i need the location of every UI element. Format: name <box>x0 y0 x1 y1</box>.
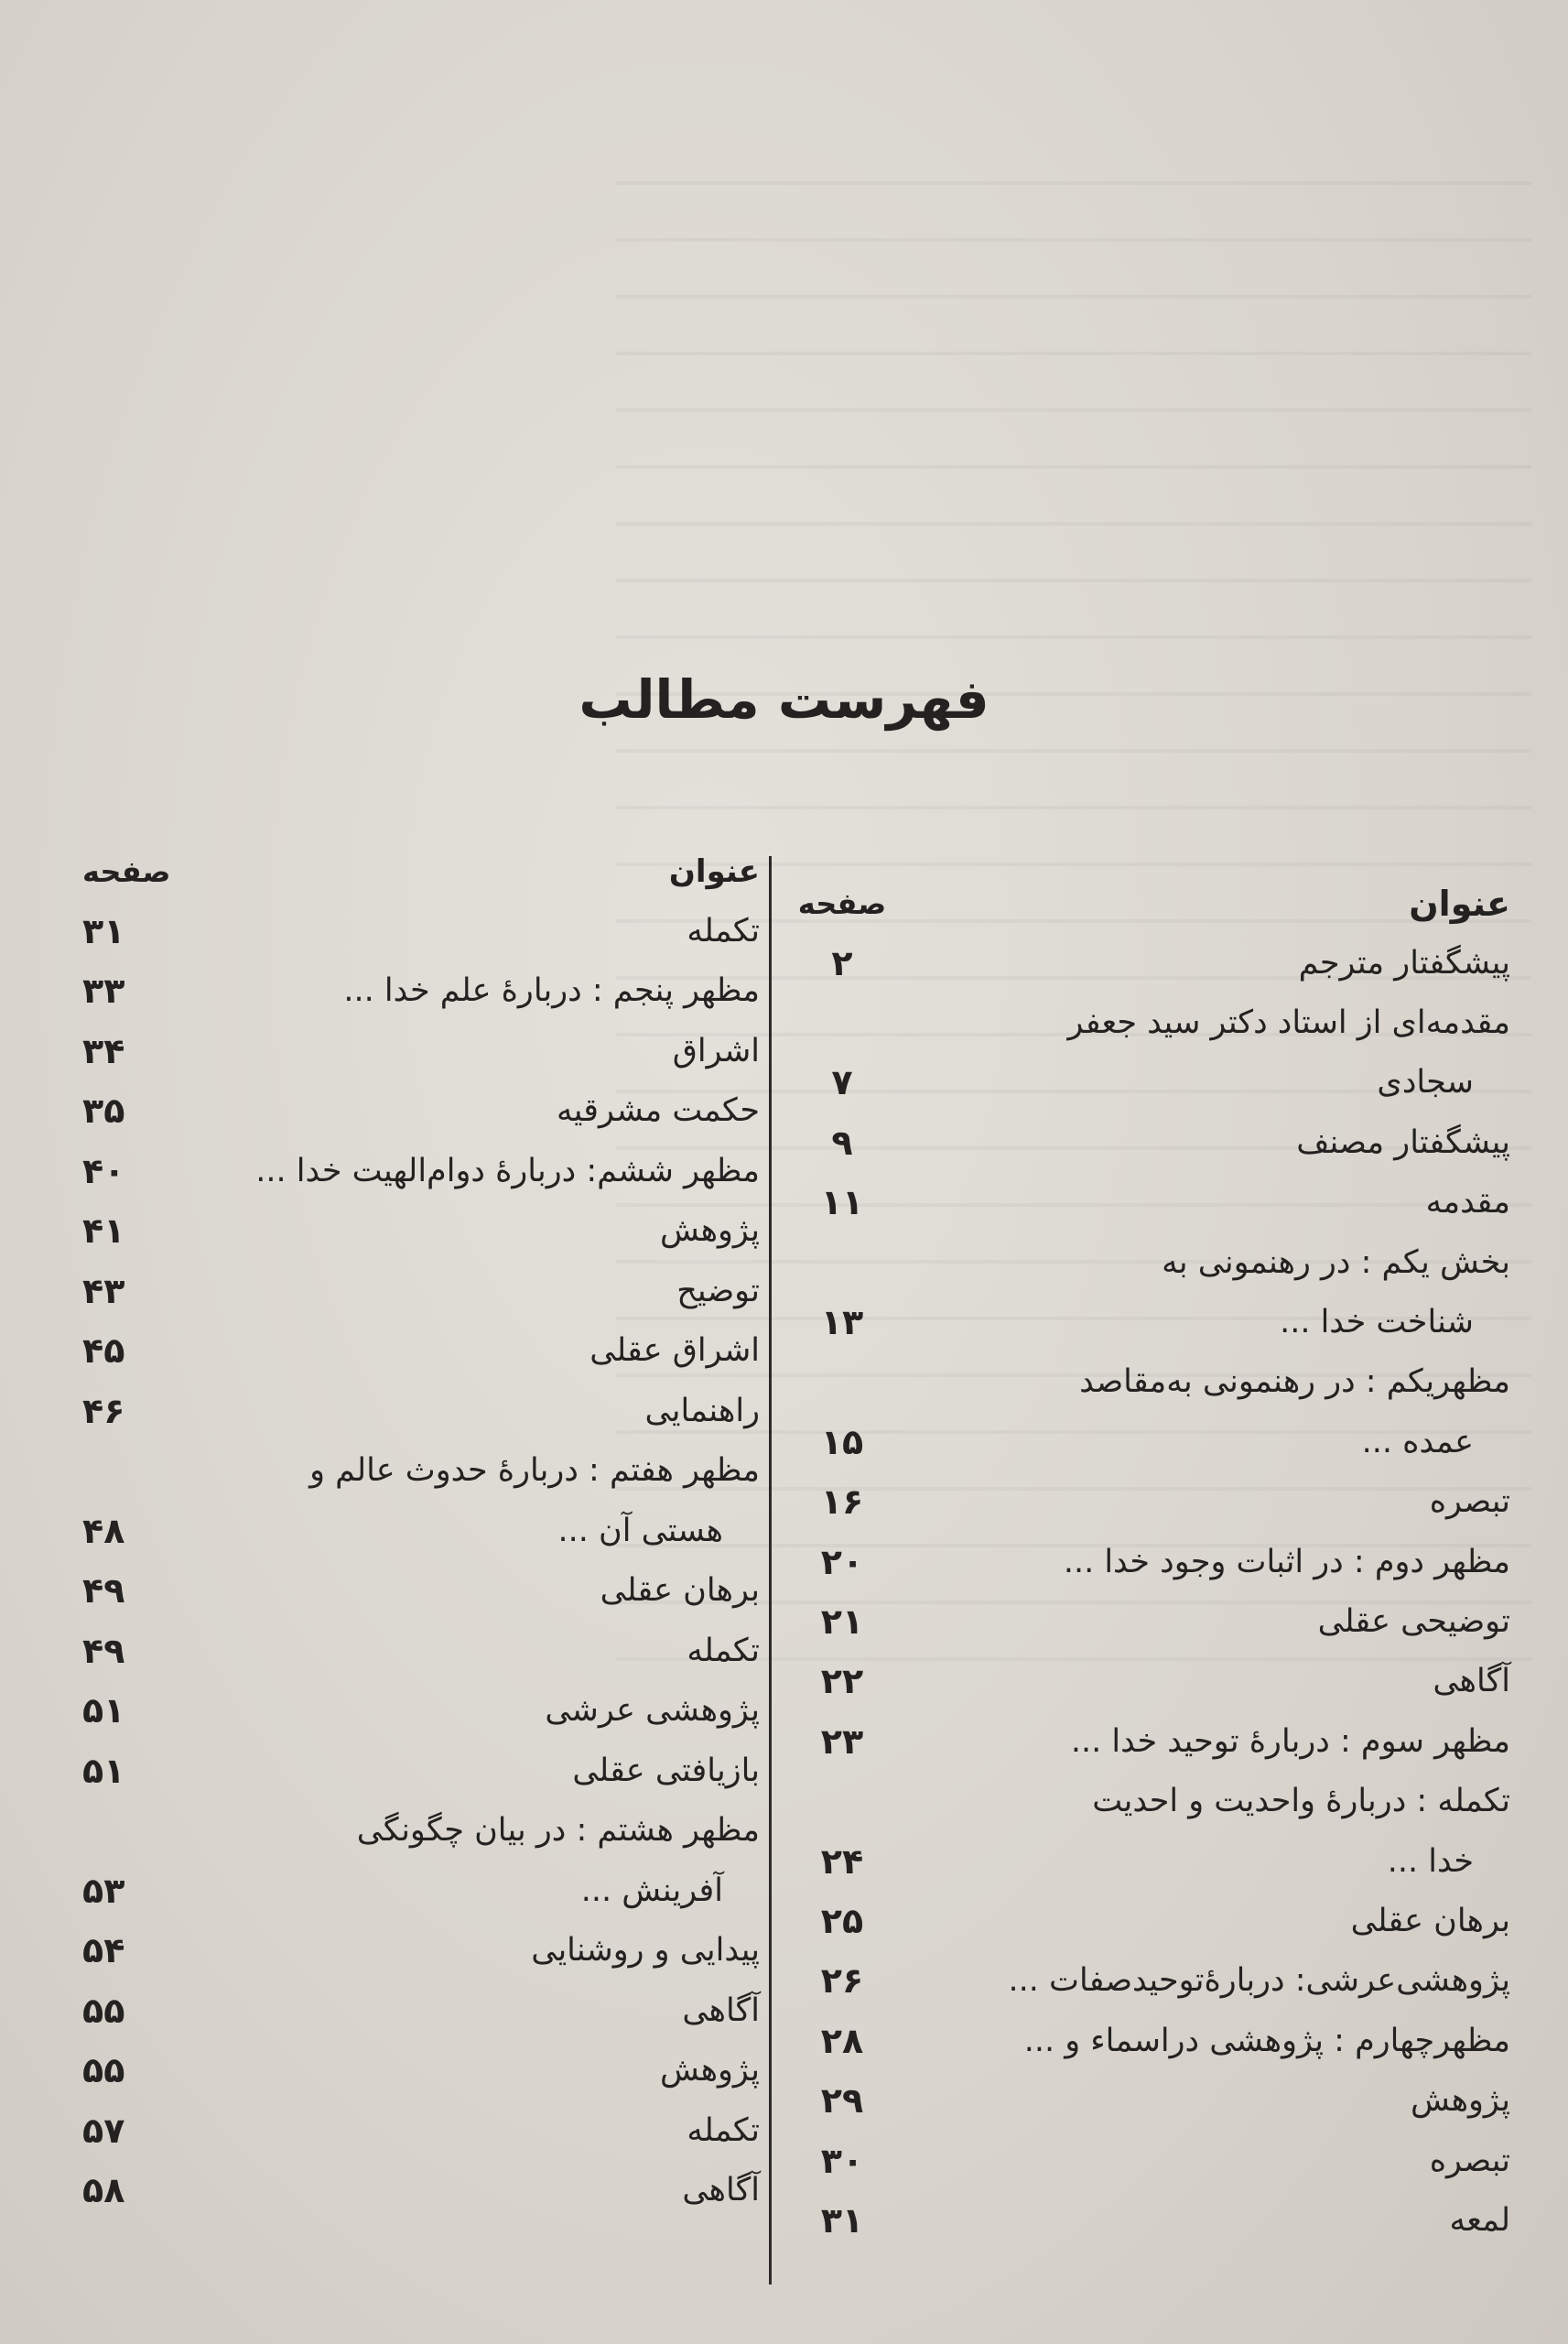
toc-entry-title: تکمله <box>687 912 760 950</box>
toc-entry <box>796 2070 1510 2130</box>
toc-entry-title: آگاهی <box>682 2172 760 2209</box>
toc-entry-title: آگاهی <box>1433 1663 1510 1700</box>
toc-entry-page: ۱۶ <box>820 1481 864 1523</box>
toc-entry-title: پژوهش <box>659 2052 760 2089</box>
toc-entry-page: ۵۱ <box>82 1690 125 1731</box>
toc-entry <box>82 1141 760 1201</box>
toc-entry-title: مقدمه <box>1425 1184 1510 1221</box>
toc-header <box>796 874 1510 933</box>
toc-entry <box>82 1201 760 1262</box>
toc-entry-page: ۳۵ <box>82 1091 125 1132</box>
toc-entry <box>82 1621 760 1681</box>
toc-entry-title: برهان عقلی <box>600 1572 760 1610</box>
toc-entry-title: مقدمه‌ای از استاد دکتر سید جعفر <box>1067 1004 1510 1042</box>
toc-entry <box>796 1053 1510 1112</box>
toc-entry-page: ۲۹ <box>820 2080 864 2122</box>
toc-entry-page: ۱۳ <box>820 1302 864 1343</box>
toc-entry-page: ۳۴ <box>82 1030 125 1071</box>
toc-entry-title: تکمله <box>687 2111 760 2149</box>
toc-entry <box>82 1681 760 1742</box>
toc-rows <box>82 901 760 2220</box>
toc-entry <box>796 1232 1510 1292</box>
toc-entry <box>796 1532 1510 1591</box>
toc-entry-page: ۵۴ <box>82 1930 125 1971</box>
toc-entry-page: ۲۲ <box>820 1661 864 1702</box>
toc-entry <box>796 2131 1510 2190</box>
toc-entry-page: ۲۳ <box>820 1720 864 1762</box>
toc-entry <box>82 1861 760 1921</box>
toc-entry-title: اشراق <box>672 1032 760 1069</box>
toc-entry <box>796 2190 1510 2250</box>
toc-entry <box>796 933 1510 993</box>
toc-entry-title: عمده ... <box>1361 1423 1474 1460</box>
toc-entry-title: آگاهی <box>682 1991 760 2029</box>
toc-entry <box>82 1561 760 1622</box>
toc-entry-page: ۹ <box>831 1122 853 1163</box>
toc-entry-title: آفرینش ... <box>580 1872 723 1909</box>
toc-entry-title: پژوهش <box>1410 2082 1510 2120</box>
toc-entry-title: تبصره <box>1429 2142 1510 2179</box>
toc-entry-title: توضیحی عقلی <box>1317 1602 1510 1640</box>
toc-entry <box>796 1112 1510 1172</box>
toc-entry-page: ۱۵ <box>820 1421 864 1462</box>
toc-entry-page: ۴۹ <box>82 1570 125 1612</box>
toc-entry-title: بخش یکم : در رهنمونی به <box>1162 1243 1510 1281</box>
toc-entry <box>796 2011 1510 2070</box>
toc-entry <box>796 1591 1510 1651</box>
toc-entry-page: ۴۰ <box>82 1150 125 1191</box>
toc-entry <box>82 1501 760 1561</box>
toc-entry <box>796 993 1510 1052</box>
toc-entry <box>82 1021 760 1081</box>
toc-entry-title: تبصره <box>1429 1483 1510 1521</box>
toc-entry <box>82 2100 760 2161</box>
toc-column-right <box>796 874 1510 2251</box>
toc-entry-page: ۳۱ <box>820 2199 864 2241</box>
toc-rows <box>796 933 1510 2251</box>
toc-entry <box>82 2161 760 2221</box>
toc-entry-page: ۵۸ <box>82 2170 125 2211</box>
toc-entry <box>82 1980 760 2041</box>
toc-entry-title: راهنمایی <box>644 1392 760 1429</box>
toc-entry <box>796 1771 1510 1830</box>
toc-header <box>82 842 760 901</box>
column-divider <box>769 856 772 2284</box>
toc-entry-page: ۲۴ <box>820 1840 864 1882</box>
toc-entry <box>82 1801 760 1861</box>
toc-entry-page: ۵۵ <box>82 2050 125 2091</box>
toc-entry <box>796 1472 1510 1532</box>
toc-entry-page: ۲۶ <box>820 1960 864 2002</box>
toc-entry-page: ۲ <box>831 942 853 983</box>
toc-entry-page: ۲۱ <box>820 1601 864 1642</box>
header-title-label: عنوان <box>1409 884 1510 924</box>
toc-entry <box>82 961 760 1022</box>
toc-entry <box>796 1652 1510 1711</box>
toc-entry-title: مظهر دوم : در اثبات وجود خدا ... <box>1063 1543 1510 1580</box>
toc-entry-title: پژوهشی عرشی <box>545 1692 760 1730</box>
toc-entry <box>796 1951 1510 2011</box>
toc-entry-page: ۵۱ <box>82 1750 125 1791</box>
toc-entry-page: ۱۱ <box>820 1182 864 1223</box>
toc-entry-title: مظهر ششم: دربارهٔ دوام‌الهیت خدا ... <box>255 1152 760 1189</box>
toc-entry-title: برهان عقلی <box>1350 1902 1510 1939</box>
header-page-label: صفحه <box>82 854 171 889</box>
header-title-label: عنوان <box>668 853 760 890</box>
toc-entry <box>82 1381 760 1441</box>
header-page-label: صفحه <box>797 886 887 921</box>
toc-entry-title: بازیافتی عقلی <box>572 1752 760 1789</box>
toc-entry-page: ۴۶ <box>82 1390 125 1431</box>
toc-entry <box>796 1292 1510 1351</box>
toc-entry-title: مظهر هفتم : دربارهٔ حدوث عالم و <box>309 1452 760 1490</box>
toc-entry-title: هستی آن ... <box>557 1512 723 1549</box>
toc-entry-title: اشراق عقلی <box>589 1332 760 1370</box>
toc-entry <box>82 1741 760 1801</box>
toc-entry-title: پژوهش <box>659 1212 760 1250</box>
toc-entry-page: ۵۳ <box>82 1870 125 1911</box>
toc-entry-title: تکمله : دربارهٔ واحدیت و احدیت <box>1092 1783 1510 1820</box>
toc-entry-title: مظهر سوم : دربارهٔ توحید خدا ... <box>1070 1722 1510 1760</box>
toc-entry-page: ۳۳ <box>82 971 125 1012</box>
toc-entry <box>82 1921 760 1981</box>
toc-entry-title: شناخت خدا ... <box>1280 1304 1474 1341</box>
toc-entry <box>82 1261 760 1321</box>
page-title: فهرست مطالب <box>579 668 989 731</box>
toc-column-left <box>82 842 760 2220</box>
toc-entry-title: پیشگفتار مترجم <box>1298 944 1510 982</box>
toc-entry-page: ۲۰ <box>820 1541 864 1582</box>
toc-entry-title: مظهرچهارم : پژوهشی دراسماء و ... <box>1023 2022 1510 2059</box>
toc-entry-title: پیشگفتار مصنف <box>1296 1123 1510 1161</box>
toc-entry <box>796 1173 1510 1232</box>
toc-entry <box>796 1891 1510 1950</box>
toc-entry <box>796 1831 1510 1891</box>
toc-entry <box>82 1321 760 1382</box>
toc-entry-title: توضیح <box>676 1272 760 1309</box>
toc-entry-page: ۴۵ <box>82 1330 125 1372</box>
toc-entry <box>796 1412 1510 1471</box>
toc-entry-title: مظهریکم : در رهنمونی به‌مقاصد <box>1079 1363 1510 1401</box>
toc-entry-page: ۵۵ <box>82 1990 125 2031</box>
toc-entry-page: ۴۱ <box>82 1210 125 1252</box>
toc-entry-page: ۴۹ <box>82 1630 125 1671</box>
toc-entry-page: ۴۳ <box>82 1270 125 1311</box>
toc-entry-page: ۲۵ <box>820 1900 864 1941</box>
toc-entry-title: سجادی <box>1377 1064 1474 1101</box>
toc-entry <box>82 1441 760 1502</box>
toc-entry-title: پیدایی و روشنایی <box>531 1932 760 1970</box>
toc-entry-title: تکمله <box>687 1632 760 1669</box>
toc-entry <box>796 1711 1510 1771</box>
toc-entry-title: پژوهشی‌عرشی: دربارهٔ‌توحید‌صفات ... <box>1008 1962 1510 2000</box>
toc-entry-page: ۷ <box>831 1062 853 1103</box>
toc-entry-page: ۳۰ <box>820 2140 864 2181</box>
toc-entry <box>82 901 760 961</box>
toc-entry <box>82 2041 760 2101</box>
toc-entry-title: لمعه <box>1449 2201 1510 2239</box>
toc-entry <box>796 1352 1510 1412</box>
toc-entry-title: مظهر پنجم : دربارهٔ علم خدا ... <box>343 972 760 1010</box>
toc-entry-page: ۴۸ <box>82 1510 125 1551</box>
toc-entry-page: ۵۷ <box>82 2110 125 2151</box>
toc-entry-title: مظهر هشتم : در بیان چگونگی <box>356 1812 760 1850</box>
toc-entry-page: ۳۱ <box>82 910 125 951</box>
toc-entry-title: خدا ... <box>1387 1842 1474 1880</box>
toc-entry-page: ۲۸ <box>820 2020 864 2061</box>
toc-entry-title: حکمت مشرقیه <box>556 1092 760 1130</box>
toc-entry <box>82 1081 760 1142</box>
